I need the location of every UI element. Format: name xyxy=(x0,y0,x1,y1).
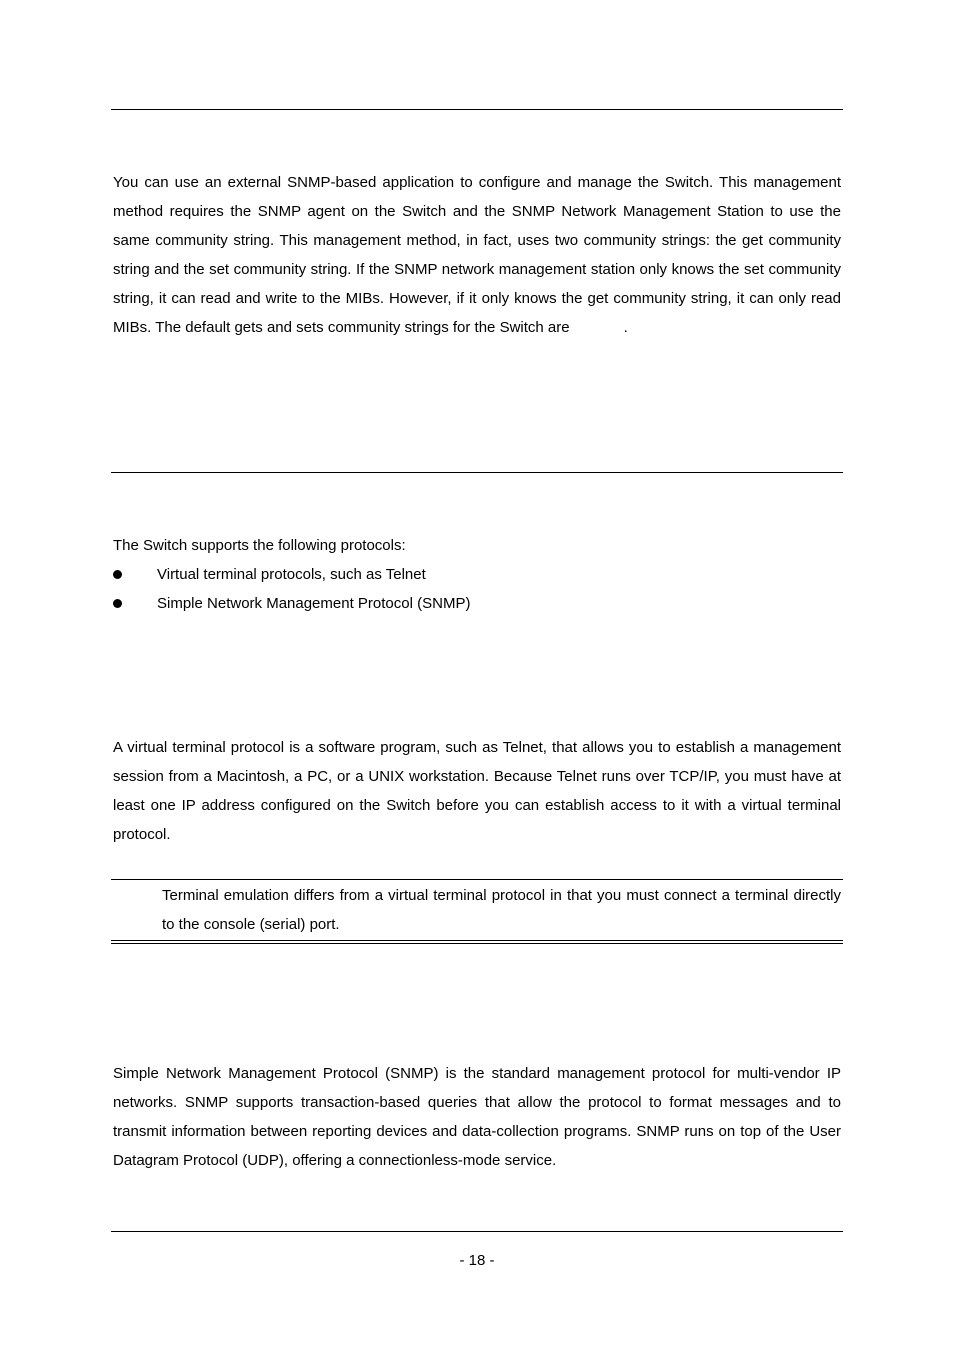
virtual-terminal-paragraph: A virtual terminal protocol is a software program, such as Telnet, that allows you to establish a management session from a Macintosh, a PC, or a UNIX workstation. Because Telnet runs over TCP/IP, you must have at least one IP address configured on the Switch before you can establish access to it with a virtual terminal protocol. xyxy=(113,739,841,843)
snmp-management-text: You can use an external SNMP-based application to configure and manage the Switch. This management method requires the SNMP agent on the Switch and the SNMP Network Management Station to use the same community string. This management method, in fact, uses two community strings: the get community string and the set community string. If the SNMP network management station only knows the set community string, it can read and write to the MIBs. However, if it only knows the get community string, it can only read MIBs. The default gets and sets community strings for the Switch are xyxy=(113,174,841,336)
note-bottom-rule-2 xyxy=(111,943,843,944)
snmp-management-paragraph xyxy=(113,169,841,342)
note-text: Terminal emulation differs from a virtual terminal protocol in that you must connect a terminal directly to the console (serial) port. xyxy=(162,887,841,933)
list-item-text: Simple Network Management Protocol (SNMP) xyxy=(157,595,471,612)
section-rule xyxy=(111,472,843,473)
protocols-intro: The Switch supports the following protocols: xyxy=(113,537,406,554)
page-number: - 18 - xyxy=(459,1252,495,1269)
snmp-paragraph: Simple Network Management Protocol (SNMP) is the standard management protocol for multi-vendor IP networks. SNMP supports transaction-based queries that allow the protocol to format messages and to transmit information between reporting devices and data-collection programs. SNMP runs on top of the User Datagram Protocol (UDP), offering a connectionless-mode service. xyxy=(113,1065,841,1169)
footer-rule xyxy=(111,1231,843,1232)
note-bottom-rule xyxy=(111,940,843,941)
top-rule xyxy=(111,109,843,110)
bullet-icon xyxy=(113,599,122,608)
snmp-management-period: . xyxy=(623,318,628,336)
bullet-icon xyxy=(113,570,122,579)
note-top-rule xyxy=(111,879,843,880)
list-item-text: Virtual terminal protocols, such as Telnet xyxy=(157,566,426,583)
